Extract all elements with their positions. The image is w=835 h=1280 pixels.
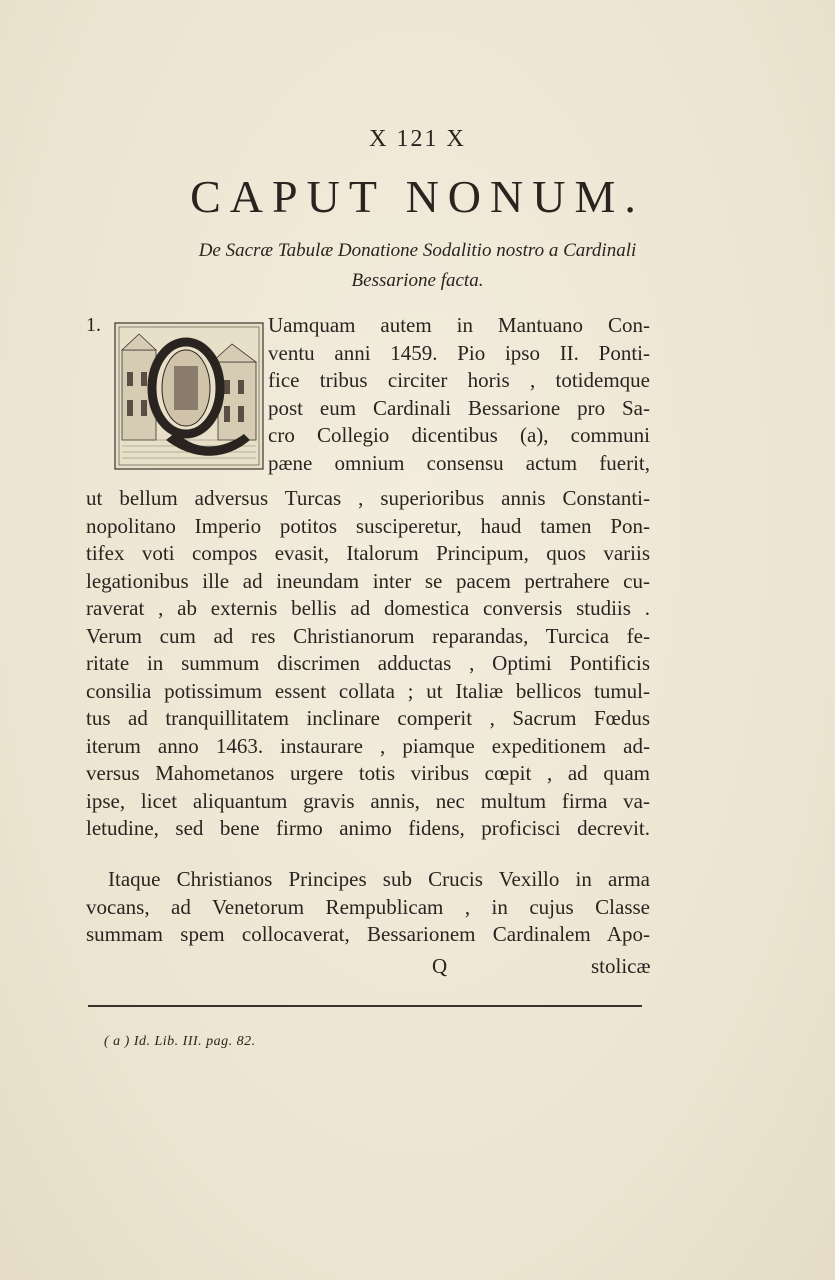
text-line: summam spem collocaverat, Bessarionem Cardinalem Apo- [86, 922, 650, 946]
chapter-title: CAPUT NONUM. [190, 171, 645, 222]
text-line: ritate in summum discrimen adductas , Optimi Pontificis [86, 651, 650, 675]
signature-mark: Q [432, 954, 448, 978]
text-line: Itaque Christianos Principes sub Crucis Vexillo in arma [108, 867, 650, 891]
text-line: legationibus ille ad ineundam inter se pacem pertrahere cu- [86, 568, 650, 593]
text-line: Uamquam autem in Mantuano Con- [268, 313, 650, 337]
chapter-subtitle [80, 236, 755, 296]
text-line: nopolitano Imperio potitos susciperetur, haud tamen Pon- [86, 513, 650, 538]
decorated-initial-q-icon [114, 322, 264, 470]
page-number: X 121 X [369, 126, 466, 152]
text-line: ventu anni 1459. Pio ipso II. Ponti- [268, 340, 650, 365]
text-line: iterum anno 1463. instaurare , piamque expeditionem ad- [86, 733, 650, 758]
text-line: tus ad tranquillitatem inclinare comperit , Sacrum Fœdus [86, 706, 650, 730]
text-line: vocans, ad Venetorum Rempublicam , in cujus Classe [86, 894, 650, 919]
text-line: ipse, licet aliquantum gravis annis, nec multum firma va- [86, 788, 650, 813]
subtitle-line-2: Bessarione facta. [351, 270, 484, 291]
footnote: ( a ) Id. Lib. III. pag. 82. [104, 1034, 256, 1049]
text-line: versus Mahometanos urgere totis viribus cœpit , ad quam [86, 761, 650, 785]
text-line: consilia potissimum essent collata ; ut Italiæ bellicos tumul- [86, 678, 650, 703]
text-line: cro Collegio dicentibus (a), communi [268, 423, 650, 447]
text-line: raverat , ab externis bellis ad domestica conversis studiis . [86, 596, 650, 620]
text-full-width [86, 485, 650, 843]
text-line: fice tribus circiter horis , totidemque [268, 368, 650, 392]
text-line: tifex voti compos evasit, Italorum Principum, quos variis [86, 541, 650, 565]
catchword: stolicæ [591, 954, 651, 978]
second-paragraph [86, 866, 650, 949]
text-line: ut bellum adversus Turcas , superioribus annis Constanti- [86, 486, 650, 510]
text-line: letudine, sed bene firmo animo fidens, proficisci decrevit. [86, 816, 650, 840]
text-line: pæne omnium consensu actum fuerit, [268, 450, 650, 475]
text-beside-initial [268, 312, 650, 477]
text-line: Verum cum ad res Christianorum reparandas, Turcica fe- [86, 623, 650, 648]
paragraph-number: 1. [86, 314, 101, 336]
text-line: post eum Cardinali Bessarione pro Sa- [268, 395, 650, 420]
footnote-rule [88, 1005, 642, 1007]
subtitle-line-1: De Sacræ Tabulæ Donatione Sodalitio nostro a Cardinali [198, 240, 637, 261]
